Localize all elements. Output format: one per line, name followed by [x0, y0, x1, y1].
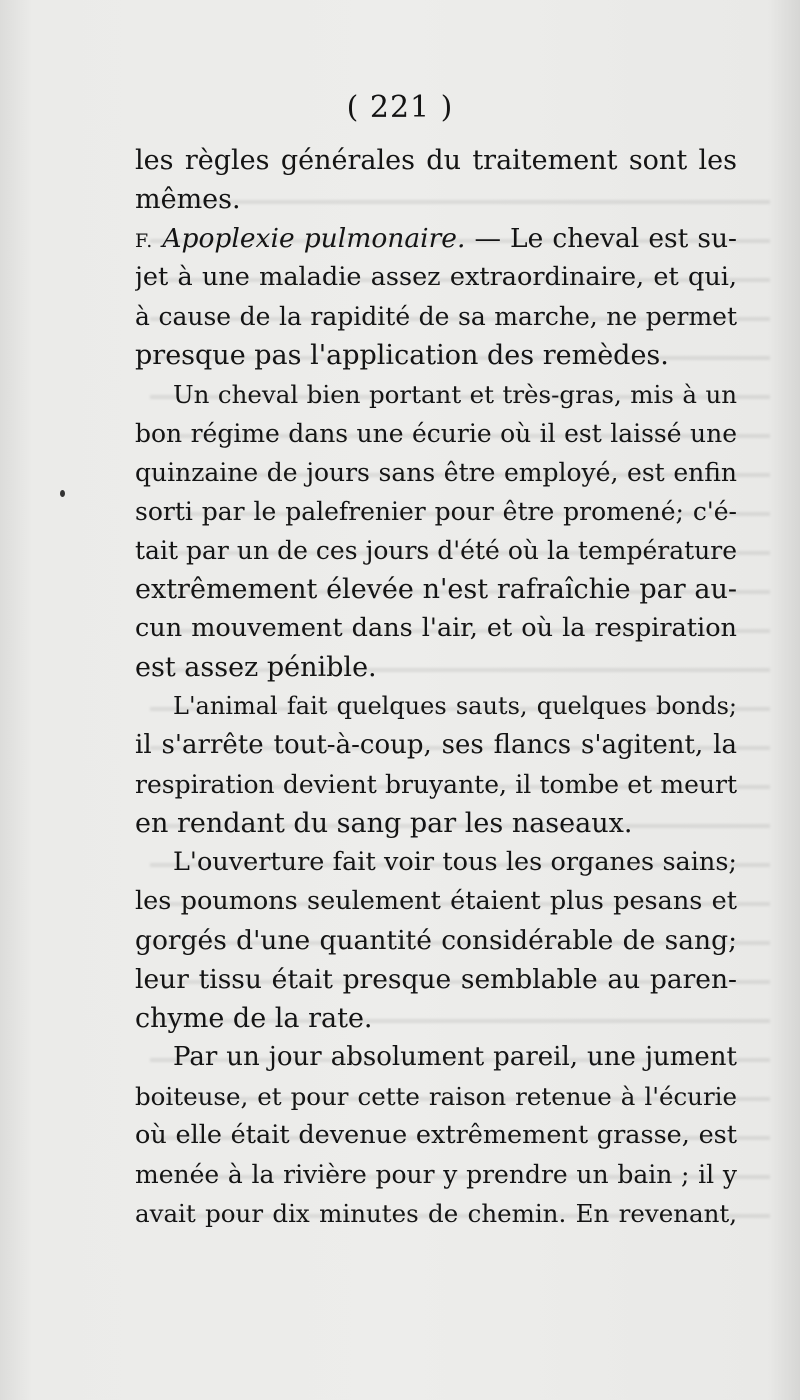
text-line: L'animal fait quelques sauts, quelques bonds; [173, 692, 737, 720]
text-line: est assez pénible. [135, 652, 377, 683]
text-line: bon régime dans une écurie où il est laissé une [135, 419, 737, 448]
text-line: L'ouverture fait voir tous les organes sains; [173, 847, 737, 877]
text-line: chyme de la rate. [135, 1003, 373, 1034]
text-line: presque pas l'application des remèdes. [135, 340, 669, 371]
text-line: où elle était devenue extrêmement grasse, est [135, 1120, 737, 1150]
text-line: jet à une maladie assez extraordinaire, et qui, [135, 262, 737, 292]
text-line: extrêmement élevée n'est rafraîchie par au- [135, 574, 737, 605]
body-text [135, 141, 737, 1233]
text-line: cun mouvement dans l'air, et où la respiration [135, 613, 737, 643]
text-line: Par un jour absolument pareil, une jument [173, 1042, 737, 1072]
text-line: tait par un de ces jours d'été où la température [135, 536, 737, 565]
text-line: Un cheval bien portant et très-gras, mis à un [173, 380, 737, 409]
text-line: en rendant du sang par les naseaux. [135, 808, 633, 839]
section-text: — Le cheval est su- [465, 223, 737, 254]
section-heading-line [135, 219, 737, 258]
text-line: sorti par le palefrenier pour être promené; c'é- [135, 497, 737, 526]
text-line: respiration devient bruyante, il tombe et meurt [135, 770, 737, 799]
section-title: Apoplexie pulmonaire. [162, 223, 466, 254]
text-line: à cause de la rapidité de sa marche, ne permet [135, 302, 737, 331]
ink-speck [60, 490, 65, 497]
text-line: il s'arrête tout-à-coup, ses flancs s'agitent, la [135, 730, 737, 760]
page-number: ( 221 ) [346, 90, 454, 125]
text-line: quinzaine de jours sans être employé, est enfin [135, 458, 737, 487]
text-line: les règles générales du traitement sont les [135, 145, 737, 176]
section-label: F. [135, 230, 154, 252]
text-line: les poumons seulement étaient plus pesans et [135, 886, 737, 916]
text-line: boiteuse, et pour cette raison retenue à l'écurie [135, 1082, 737, 1111]
text-line: mêmes. [135, 184, 241, 215]
text-line: leur tissu était presque semblable au paren- [135, 964, 737, 995]
text-line: gorgés d'une quantité considérable de sang; [135, 925, 737, 956]
text-line: avait pour dix minutes de chemin. En revenant, [135, 1199, 737, 1228]
text-line: menée à la rivière pour y prendre un bain ; il y [135, 1160, 737, 1189]
